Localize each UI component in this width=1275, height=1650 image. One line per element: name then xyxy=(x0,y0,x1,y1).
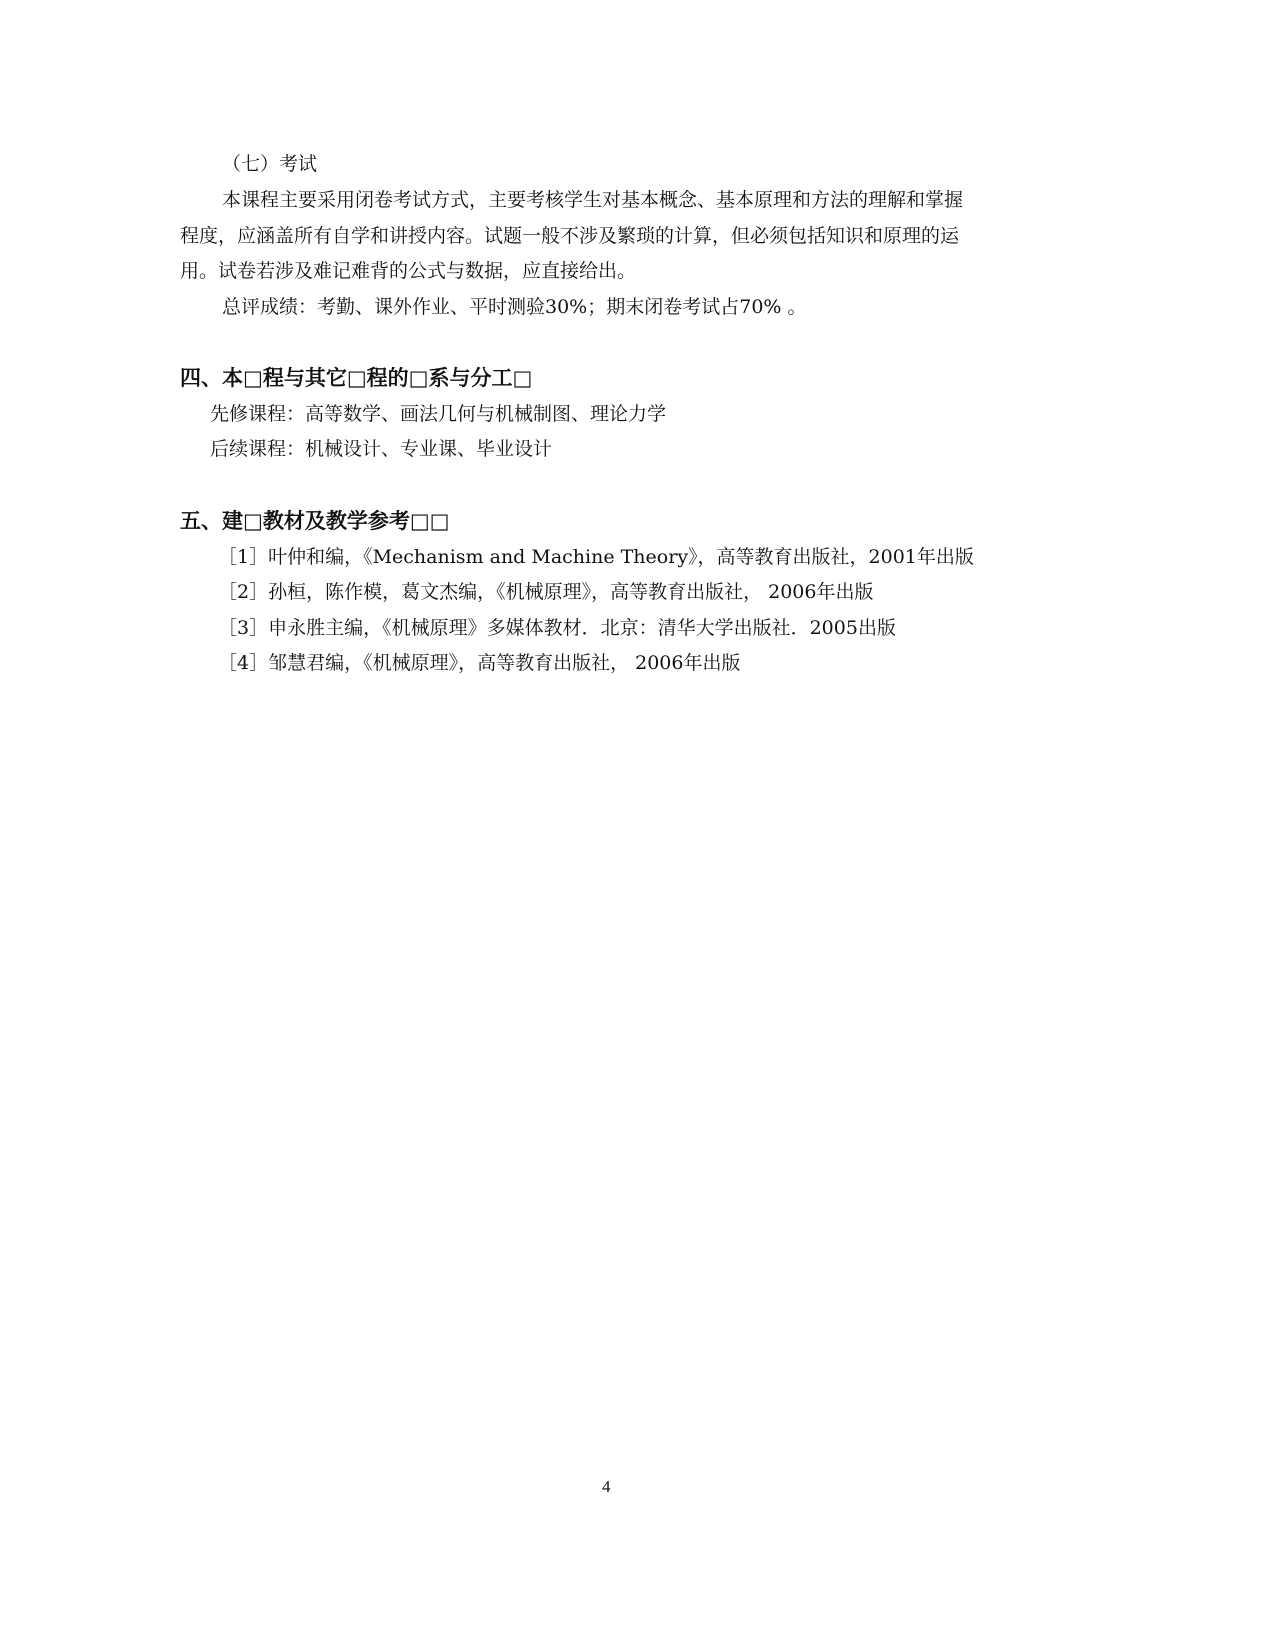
reference-item-1: ［1］叶仲和编，《Mechanism and Machine Theory》，高等教育出版社，2001年出版 xyxy=(218,546,974,568)
exam-paragraph-line-3: 用。试卷若涉及难记难背的公式与数据，应直接给出。 xyxy=(180,260,637,282)
grading-text: 总评成绩：考勤、课外作业、平时测验30%；期末闭卷考试占70% 。 xyxy=(222,296,807,318)
section-heading-4: 四、本□程与其它□程的□系与分工□ xyxy=(180,366,533,390)
reference-item-3: ［3］申永胜主编，《机械原理》多媒体教材．北京：清华大学出版社．2005出版 xyxy=(218,617,896,639)
exam-paragraph-line-2: 程度，应涵盖所有自学和讲授内容。试题一般不涉及繁琐的计算，但必须包括知识和原理的运 xyxy=(180,225,960,247)
page-number: 4 xyxy=(602,1477,611,1496)
exam-paragraph-line-1: 本课程主要采用闭卷考试方式，主要考核学生对基本概念、基本原理和方法的理解和掌握 xyxy=(222,189,964,211)
reference-item-4: ［4］邹慧君编，《机械原理》，高等教育出版社， 2006年出版 xyxy=(218,652,741,674)
followup-courses: 后续课程：机械设计、专业课、毕业设计 xyxy=(210,438,553,460)
subsection-title-exam: （七）考试 xyxy=(222,153,318,175)
prerequisite-courses: 先修课程：高等数学、画法几何与机械制图、理论力学 xyxy=(210,403,667,425)
reference-item-2: ［2］孙桓，陈作模，葛文杰编，《机械原理》，高等教育出版社， 2006年出版 xyxy=(218,581,874,603)
section-heading-5: 五、建□教材及教学参考□□ xyxy=(180,509,450,533)
